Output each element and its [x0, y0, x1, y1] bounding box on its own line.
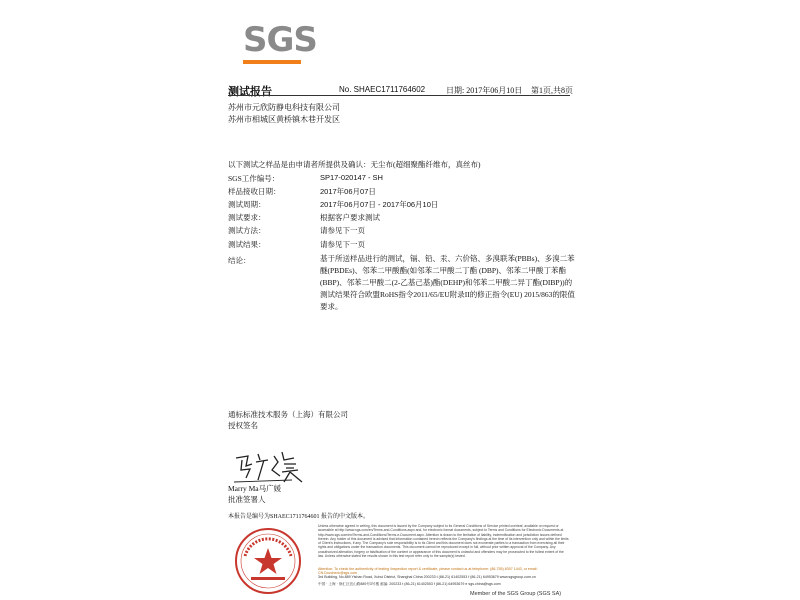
field-label-test-period: 测试周期：	[228, 200, 266, 209]
address-chinese: 中国 · 上海 · 徐汇区宜山路889号3号楼 邮编: 200233 t (86-21) 61402553 f (86-21) 64953679 e sgs.china@sgs.com	[318, 582, 501, 586]
page-indicator: 第1页,共8页	[531, 86, 573, 95]
sgs-logo-accent-bar	[243, 60, 301, 64]
client-name: 苏州市元欣防静电科技有限公司	[228, 103, 340, 112]
signer-name: Marry Ma马广媛	[228, 484, 282, 493]
report-date: 日期: 2017年06月10日	[446, 86, 523, 95]
header-divider	[228, 95, 570, 96]
field-value-received-date: 2017年06月07日	[320, 187, 376, 196]
report-number: No. SHAEC1711764602	[339, 85, 426, 94]
report-title: 测试报告	[228, 86, 272, 98]
field-label-test-method: 测试方法：	[228, 226, 266, 235]
client-address: 苏州市相城区黄桥镇木巷开发区	[228, 115, 340, 124]
field-label-received-date: 样品接收日期：	[228, 187, 281, 196]
sample-intro: 以下测试之样品是由申请者所提供及确认：无尘布(超细聚酯纤维布，真丝布)	[228, 160, 481, 169]
sgs-logo	[243, 20, 317, 60]
field-label-test-results: 测试结果：	[228, 240, 266, 249]
sgs-group-member-note: Member of the SGS Group (SGS SA)	[470, 591, 562, 597]
field-value-test-method: 请参见下一页	[320, 226, 365, 235]
terms-fine-print: Unless otherwise agreed in writing, this document is issued by the Company subject to its General Conditions of Service printed overleaf, available on request or accessible at http://www.sgs.com/en/Terms-and-Conditions.aspx and, for electronic format documents, subject to Terms and Conditions for Electronic Documents at http://www.sgs.com/en/Terms-and-Conditions/Terms-e-Document.aspx. Attention is drawn to the limitation of liability, indemnification and jurisdiction issues defined therein. Any holder of this document is advised that information contained hereon reflects the Company's findings at the time of its intervention only and within the limits of Client's instructions, if any. The Company's sole responsibility is to its Client and this document does not exonerate parties to a transaction from exercising all their rights and obligations under the transaction documents. This document cannot be reproduced except in full, without prior written approval of the Company. Any unauthorized alteration, forgery or falsification of the content or appearance of this document is unlawful and offenders may be prosecuted to the fullest extent of the law. Unless otherwise stated the results shown in this test report refer only to the sample(s) tested.	[318, 524, 569, 559]
chinese-version-note: 本报告是编号为SHAEC1711764601 报告的中文版本。	[228, 514, 369, 520]
sgs-logo-text: SGS	[243, 20, 317, 60]
handwritten-signature	[232, 446, 322, 486]
conclusion-text: 基于所送样品进行的测试，镉、铅、汞、六价铬、多溴联苯(PBBs)、多溴二苯醚(PBDEs)、邻苯二甲酸酯(如邻苯二甲酸二丁酯 (DBP)、邻苯二甲酸丁苯酯(BBP)、邻苯二甲酸二(2-乙基己基)酯(DEHP)和邻苯二甲酸二异丁酯(DIBP))的测试结果符合欧盟RoHS指令2011/65/EU附录II的修正指令(EU) 2015/863的限值要求。	[320, 254, 575, 311]
signature-org	[228, 409, 348, 431]
field-value-test-requirement: 根据客户要求测试	[320, 213, 380, 222]
field-value-test-period: 2017年06月07日 - 2017年06月10日	[320, 200, 439, 209]
field-label-test-requirement: 测试要求：	[228, 213, 266, 222]
company-seal-stamp	[233, 526, 303, 596]
address-english: 3rd Building, No.889 Yishan Road, Xuhui District, Shanghai China 200233 t (86-21) 61402553 f (86-21) 64953679 www.sgsgroup.com.cn	[318, 575, 536, 579]
signature-org-name: 通标标准技术服务（上海）有限公司	[228, 410, 348, 419]
authenticity-caution: Attention: To check the authenticity of testing /inspection report & certificate, please contact us at telephone: (86-755) 8307 1443, or email: CN.Doccheck@sgs.com	[318, 567, 538, 575]
signer-title: 批准签署人	[228, 495, 266, 504]
field-label-job-no: SGS工作编号：	[228, 174, 280, 183]
signature-authorized-label: 授权签名	[228, 421, 258, 430]
signer-block	[228, 483, 281, 505]
field-value-test-results: 请参见下一页	[320, 240, 365, 249]
field-value-job-no: SP17-020147 - SH	[320, 173, 383, 182]
conclusion-label: 结论：	[228, 256, 251, 265]
